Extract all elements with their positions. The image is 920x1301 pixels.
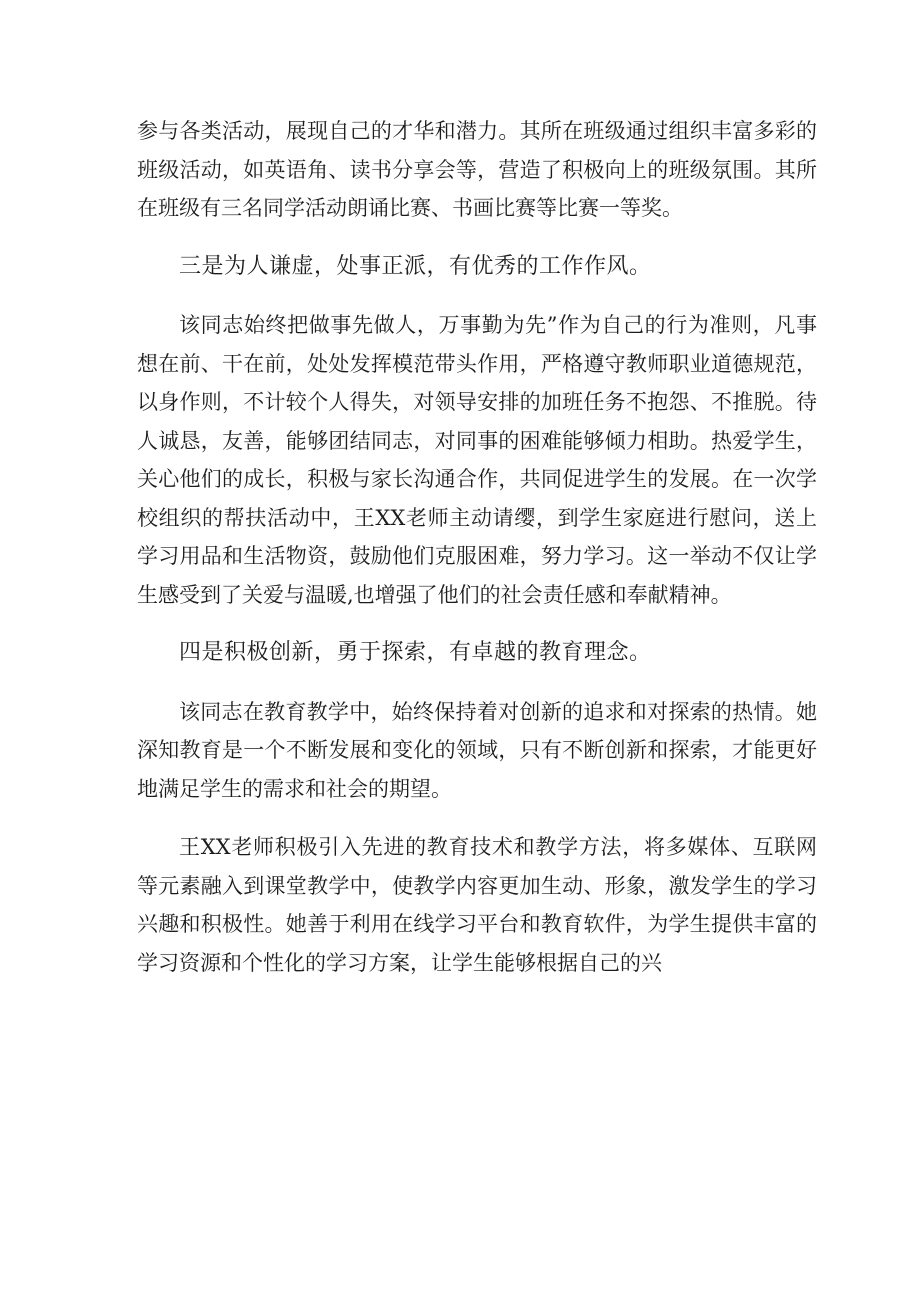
paragraph-activities: 参与各类活动，展现自己的才华和潜力。其所在班级通过组织丰富多彩的班级活动，如英语角、读书分享会等，营造了积极向上的班级氛围。其所在班级有三名同学活动朗诵比赛、书画比赛等比赛一等奖。 (137, 119, 817, 220)
spacer (137, 228, 817, 248)
spacer (137, 808, 817, 828)
paragraph-teaching-methods: 王XX老师积极引入先进的教育技术和教学方法，将多媒体、互联网等元素融入到课堂教学中，使教学内容更加生动、形象，激发学生的学习兴趣和积极性。她善于利用在线学习平台和教育软件，为学生提供丰富的学习资源和个性化的学习方案，让学生能够根据自己的兴 (137, 835, 817, 975)
spacer (137, 673, 817, 693)
spacer (137, 286, 817, 306)
paragraph-work-style: 该同志始终把做事先做人，万事勤为先”作为自己的行为准则，凡事想在前、干在前，处处发挥模范带头作用，严格遵守教师职业道德规范，以身作则，不计较个人得失，对领导安排的加班任务不抱怨、不推脱。待人诚恳，友善，能够团结同志，对同事的困难能够倾力相助。热爱学生，关心他们的成长，积极与家长沟通合作，共同促进学生的发展。在一次学校组织的帮扶活动中，王XX老师主动请缨，到学生家庭进行慰问，送上学习用品和生活物资，鼓励他们克服困难，努力学习。这一举动不仅让学生感受到了关爱与温暖,也增强了他们的社会责任感和奉献精神。 (137, 313, 817, 607)
section-heading-three: 三是为人谦虚，处事正派，有优秀的工作作风。 (179, 253, 652, 279)
spacer (137, 614, 817, 634)
paragraph-innovation: 该同志在教育教学中，始终保持着对创新的追求和对探索的热情。她深知教育是一个不断发展和变化的领域，只有不断创新和探索，才能更好地满足学生的需求和社会的期望。 (137, 699, 817, 801)
document-body (137, 112, 817, 982)
section-heading-four: 四是积极创新，勇于探索，有卓越的教育理念。 (179, 640, 652, 665)
